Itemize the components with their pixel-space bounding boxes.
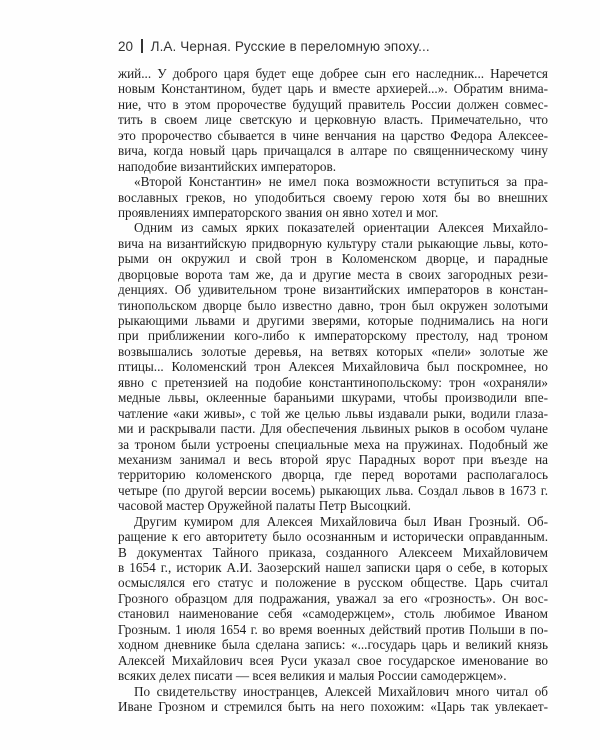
text-line: «Второй Константин» не имел пока возможности вступиться за пра- <box>134 174 548 190</box>
text-line: за троном были устроены специальные меха на пружинах. Подобный же <box>118 436 548 452</box>
text-line: возвышались золотые деревья, на ветвях которых «пели» золотые же <box>118 343 548 359</box>
text-line: тить в своем лице светскую и церковную власть. Примечательно, что <box>118 112 548 128</box>
text-line: в 1654 г., историк А.И. Заозерский нашел записки царя о себе, в которых <box>118 560 548 575</box>
text-line: ращение к его авторитету было осознанным и исторически оправданным. <box>118 529 548 545</box>
text-line: территорию коломенского дворца, где перед воротами располагалось <box>118 467 548 483</box>
text-line: По свидетельству иностранцев, Алексей Михайлович много читал об <box>134 683 548 699</box>
text-line: четыре (по другой версии восемь) рыкающих льва. Создал львов в 1673 г. <box>118 482 548 498</box>
text-line: вославных греков, но уподобиться своему герою хотя бы во внешних <box>118 189 548 205</box>
text-line: птицы... Коломенский трон Алексея Михайловича был поскромнее, но <box>118 359 548 375</box>
text-line: Иване Грозном и стремился быть на него похожим: «Царь так увлекает- <box>118 698 548 714</box>
header-divider <box>141 39 143 53</box>
text-line: часовой мастер Оружейной палаты Петр Высоцкий. <box>118 498 411 514</box>
text-line: явно с претензией на подобие константинопольскому: трон «охраняли» <box>118 374 548 390</box>
text-line: ми и раскрывали пасти. Для обеспечения львиных рыков в особом чулане <box>118 421 548 437</box>
paragraph <box>118 684 548 715</box>
page-number: 20 <box>118 38 134 54</box>
text-line: Грозным. 1 июля 1654 г. во время военных действий против Польши в по- <box>118 621 548 637</box>
text-line: чатление «аки живы», с той же целью львы издавали рыки, водили глаза- <box>118 405 548 421</box>
running-title: Л.А. Черная. Русские в переломную эпоху... <box>150 38 430 54</box>
text-line: всяких делех писати — всея великия и малыя России самодержцем». <box>118 668 507 684</box>
text-line: Одним из самых ярких показателей ориентации Алексея Михайло- <box>134 220 548 236</box>
text-line: наподобие византийских императоров. <box>118 158 337 174</box>
text-line: осмыслялся его статус и положение в русском обществе. Царь считал <box>118 575 548 591</box>
text-line: это пророчество сбывается в чине венчания на царство Федора Алексее- <box>118 127 548 143</box>
text-line: медные львы, оклеенные бараньими шкурами, чтобы производили впе- <box>118 390 548 406</box>
paragraph <box>118 220 548 513</box>
text-line: дворцовые ворота там же, да и другие места в своих загородных рези- <box>118 266 548 282</box>
text-line: механизм занимал и весь второй ярус Парадных ворот при въезде на <box>118 451 548 467</box>
text-line: рыми он окружил и свой трон в Коломенском дворце, и парадные <box>118 251 548 267</box>
text-line: жий... У доброго царя будет еще добрее сын его наследник... Наречется <box>118 66 548 81</box>
text-line: ние, что в этом пророчестве будущий правитель России должен совмес- <box>118 96 548 112</box>
body-text <box>118 66 548 714</box>
text-line: рыкающими львами и другими зверями, которые поднимались на ноги <box>118 313 548 328</box>
text-line: тинопольском дворце было известно давно, трон был окружен золотыми <box>118 297 548 313</box>
text-line: Алексей Михайлович всея Руси указал свое государское именование во <box>118 652 548 668</box>
text-line: денциях. Об удивительном троне византийских императоров в констан- <box>118 282 548 298</box>
running-head <box>118 36 548 56</box>
paragraph <box>118 66 548 174</box>
text-line: ходном дневнике была сделана запись: «...государь царь и великий князь <box>118 637 548 653</box>
text-line: при приближении кого-либо к императорскому престолу, над троном <box>118 328 548 344</box>
paragraph <box>118 174 548 220</box>
paragraph <box>118 514 548 684</box>
text-line: Грозного образцом для подражания, уважал за его «грозность». Он вос- <box>118 590 548 606</box>
text-line: вича на византийскую придворную культуру стали рыкающие львы, кото- <box>118 235 548 251</box>
text-line: проявлениях императорского звания он явно хотел и мог. <box>118 204 439 220</box>
text-line: Другим кумиром для Алексея Михайловича был Иван Грозный. Об- <box>134 513 548 529</box>
text-line: новым Константином, будет царь и вместе архиерей...». Обратим внима- <box>118 81 548 97</box>
text-line: становил наименование себя «самодержцем», столь любимое Иваном <box>118 606 548 622</box>
text-line: вича, когда новый царь причащался в алтаре по священническому чину <box>118 143 548 159</box>
text-line: В документах Тайного приказа, созданного Алексеем Михайловичем <box>118 544 548 560</box>
